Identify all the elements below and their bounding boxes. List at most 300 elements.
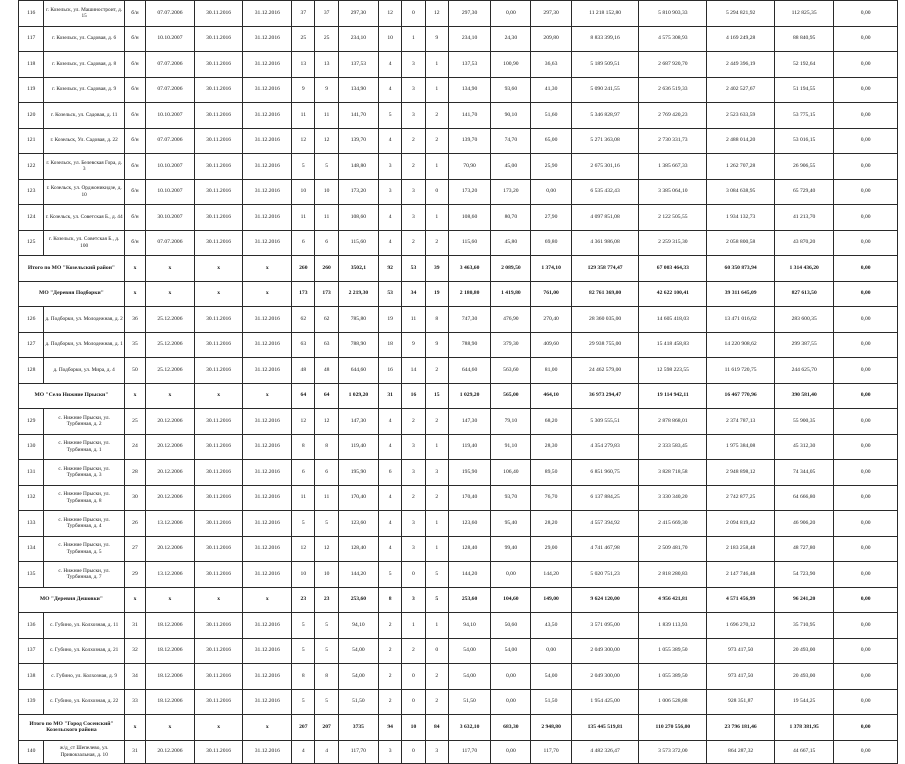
cell-c14: 79,10 bbox=[491, 409, 531, 435]
cell-c3: б/н bbox=[124, 179, 145, 205]
cell-c8: 12 bbox=[315, 409, 338, 435]
cell-c7: 64 bbox=[292, 383, 315, 409]
cell-c5: 30.11.2016 bbox=[194, 638, 243, 664]
cell-c15: 144,20 bbox=[531, 562, 571, 588]
cell-c7: 5 bbox=[292, 613, 315, 639]
cell-c12: 3 bbox=[425, 460, 448, 486]
cell-c16: 135 445 519,81 bbox=[571, 715, 639, 741]
cell-c16: 2 049 300,00 bbox=[571, 638, 639, 664]
cell-c4: 07.07.2006 bbox=[146, 230, 195, 256]
cell-c9: 108,60 bbox=[338, 205, 378, 231]
cell-c3: x bbox=[124, 383, 145, 409]
cell-c19: 827 613,50 bbox=[775, 281, 834, 307]
cell-c17: 4 575 308,93 bbox=[639, 26, 707, 52]
cell-c5: 30.11.2016 bbox=[194, 154, 243, 180]
cell-c18: 3 084 638,95 bbox=[707, 179, 775, 205]
cell-c15: 1 374,10 bbox=[531, 256, 571, 282]
cell-c6: 31.12.2016 bbox=[243, 26, 292, 52]
cell-c11: 3 bbox=[402, 179, 425, 205]
cell-c9: 3502,1 bbox=[338, 256, 378, 282]
cell-c15: 149,00 bbox=[531, 587, 571, 613]
cell-c18: 2 402 527,67 bbox=[707, 77, 775, 103]
cell-c15: 51,50 bbox=[531, 689, 571, 715]
cell-c11: 3 bbox=[402, 434, 425, 460]
cell-c3: б/н bbox=[124, 52, 145, 78]
cell-c12: 1 bbox=[425, 613, 448, 639]
cell-c19: 41 213,70 bbox=[775, 205, 834, 231]
address-cell: д. Подборки, ул. Молодежная, д. 1 bbox=[44, 332, 124, 358]
cell-c10: 4 bbox=[379, 77, 402, 103]
cell-c3: б/н bbox=[124, 205, 145, 231]
cell-c8: 25 bbox=[315, 26, 338, 52]
cell-c12: 1 bbox=[425, 434, 448, 460]
cell-c8: 62 bbox=[315, 307, 338, 333]
cell-c13: 51,50 bbox=[448, 689, 490, 715]
table-row bbox=[19, 26, 898, 52]
cell-c8: 48 bbox=[315, 358, 338, 384]
cell-c6: 31.12.2016 bbox=[243, 358, 292, 384]
cell-c13: 253,60 bbox=[448, 587, 490, 613]
cell-c17: 1 385 667,33 bbox=[639, 154, 707, 180]
cell-c12: 1 bbox=[425, 52, 448, 78]
cell-c9: 54,00 bbox=[338, 638, 378, 664]
cell-c19: 65 729,40 bbox=[775, 179, 834, 205]
cell-c12: 2 bbox=[425, 664, 448, 690]
cell-c15: 270,40 bbox=[531, 307, 571, 333]
cell-c10: 8 bbox=[379, 587, 402, 613]
cell-c11: 3 bbox=[402, 536, 425, 562]
cell-c20: 0,00 bbox=[834, 587, 898, 613]
cell-c10: 3 bbox=[379, 740, 402, 763]
row-number: 117 bbox=[19, 26, 44, 52]
cell-c14: 1 419,80 bbox=[491, 281, 531, 307]
cell-c14: 565,00 bbox=[491, 383, 531, 409]
cell-c9: 170,40 bbox=[338, 485, 378, 511]
cell-c14: 0,00 bbox=[491, 740, 531, 763]
cell-c8: 12 bbox=[315, 536, 338, 562]
cell-c9: 297,30 bbox=[338, 1, 378, 27]
cell-c19: 44 667,15 bbox=[775, 740, 834, 763]
cell-c6: 31.12.2016 bbox=[243, 77, 292, 103]
cell-c8: 4 bbox=[315, 740, 338, 763]
cell-c14: 683,30 bbox=[491, 715, 531, 741]
cell-c3: б/н bbox=[124, 230, 145, 256]
cell-c11: 2 bbox=[402, 154, 425, 180]
cell-c4: 18.12.2006 bbox=[146, 689, 195, 715]
table-row bbox=[19, 1, 898, 27]
cell-c13: 70,90 bbox=[448, 154, 490, 180]
cell-c10: 5 bbox=[379, 562, 402, 588]
cell-c9: 115,60 bbox=[338, 230, 378, 256]
cell-c11: 9 bbox=[402, 332, 425, 358]
cell-c5: 30.11.2016 bbox=[194, 613, 243, 639]
cell-c6: 31.12.2016 bbox=[243, 179, 292, 205]
cell-c12: 2 bbox=[425, 409, 448, 435]
cell-c15: 117,70 bbox=[531, 740, 571, 763]
cell-c14: 173,20 bbox=[491, 179, 531, 205]
cell-c15: 76,70 bbox=[531, 485, 571, 511]
cell-c6: 31.12.2016 bbox=[243, 613, 292, 639]
cell-c15: 761,00 bbox=[531, 281, 571, 307]
address-cell: с. Губино, ул. Колхозная, д. 9 bbox=[44, 664, 124, 690]
cell-c18: 13 471 016,62 bbox=[707, 307, 775, 333]
cell-c12: 2 bbox=[425, 485, 448, 511]
cell-c3: 24 bbox=[124, 434, 145, 460]
cell-c13: 128,40 bbox=[448, 536, 490, 562]
table-row bbox=[19, 536, 898, 562]
row-number: 123 bbox=[19, 179, 44, 205]
table-row bbox=[19, 689, 898, 715]
cell-c3: б/и bbox=[124, 1, 145, 27]
cell-c6: 31.12.2016 bbox=[243, 740, 292, 763]
cell-c8: 13 bbox=[315, 52, 338, 78]
cell-c6: 31.12.2016 bbox=[243, 638, 292, 664]
cell-c15: 29,00 bbox=[531, 536, 571, 562]
cell-c20: 0,00 bbox=[834, 230, 898, 256]
cell-c12: 1 bbox=[425, 511, 448, 537]
cell-c10: 3 bbox=[379, 179, 402, 205]
cell-c8: 173 bbox=[315, 281, 338, 307]
cell-c4: 25.12.2006 bbox=[146, 332, 195, 358]
subtotal-row bbox=[19, 383, 898, 409]
table-row bbox=[19, 103, 898, 129]
cell-c17: 2 636 519,33 bbox=[639, 77, 707, 103]
cell-c13: 141,70 bbox=[448, 103, 490, 129]
cell-c18: 2 094 819,42 bbox=[707, 511, 775, 537]
cell-c11: 34 bbox=[402, 281, 425, 307]
cell-c12: 84 bbox=[425, 715, 448, 741]
cell-c13: 144,20 bbox=[448, 562, 490, 588]
cell-c9: 94,10 bbox=[338, 613, 378, 639]
cell-c11: 2 bbox=[402, 128, 425, 154]
cell-c16: 11 218 152,80 bbox=[571, 1, 639, 27]
cell-c18: 2 523 633,59 bbox=[707, 103, 775, 129]
cell-c13: 644,60 bbox=[448, 358, 490, 384]
cell-c19: 19 544,25 bbox=[775, 689, 834, 715]
cell-c5: 30.11.2016 bbox=[194, 740, 243, 763]
cell-c11: 0 bbox=[402, 740, 425, 763]
cell-c13: 134,90 bbox=[448, 77, 490, 103]
cell-c16: 29 938 755,00 bbox=[571, 332, 639, 358]
cell-c10: 92 bbox=[379, 256, 402, 282]
cell-c12: 0 bbox=[425, 179, 448, 205]
cell-c7: 11 bbox=[292, 103, 315, 129]
address-cell: с. Нижние Прыски, ул. Турбинная, д. 8 bbox=[44, 485, 124, 511]
cell-c11: 0 bbox=[402, 664, 425, 690]
cell-c7: 5 bbox=[292, 511, 315, 537]
table-row bbox=[19, 740, 898, 763]
cell-c14: 90,10 bbox=[491, 103, 531, 129]
cell-c12: 9 bbox=[425, 26, 448, 52]
cell-c20: 0,00 bbox=[834, 383, 898, 409]
cell-c20: 0,00 bbox=[834, 281, 898, 307]
cell-c9: 137,53 bbox=[338, 52, 378, 78]
row-number: 138 bbox=[19, 664, 44, 690]
cell-c20: 0,00 bbox=[834, 52, 898, 78]
cell-c17: 2 818 280,83 bbox=[639, 562, 707, 588]
cell-c6: 31.12.2016 bbox=[243, 154, 292, 180]
cell-c7: 207 bbox=[292, 715, 315, 741]
cell-c14: 95,40 bbox=[491, 511, 531, 537]
cell-c14: 50,60 bbox=[491, 613, 531, 639]
cell-c6: 31.12.2016 bbox=[243, 103, 292, 129]
row-number: 125 bbox=[19, 230, 44, 256]
cell-c12: 9 bbox=[425, 332, 448, 358]
cell-c10: 94 bbox=[379, 715, 402, 741]
cell-c13: 123,60 bbox=[448, 511, 490, 537]
cell-c20: 0,00 bbox=[834, 154, 898, 180]
cell-c19: 390 581,40 bbox=[775, 383, 834, 409]
cell-c20: 0,00 bbox=[834, 205, 898, 231]
table-row bbox=[19, 511, 898, 537]
cell-c18: 1 975 384,08 bbox=[707, 434, 775, 460]
cell-c18: 39 311 645,09 bbox=[707, 281, 775, 307]
cell-c17: 67 003 464,33 bbox=[639, 256, 707, 282]
cell-c14: 0,00 bbox=[491, 562, 531, 588]
cell-c18: 928 351,87 bbox=[707, 689, 775, 715]
table-row bbox=[19, 613, 898, 639]
cell-c17: 2 259 315,30 bbox=[639, 230, 707, 256]
cell-c9: 119,40 bbox=[338, 434, 378, 460]
cell-c13: 195,90 bbox=[448, 460, 490, 486]
table-row bbox=[19, 52, 898, 78]
cell-c10: 12 bbox=[379, 1, 402, 27]
table-row bbox=[19, 230, 898, 256]
cell-c11: 0 bbox=[402, 689, 425, 715]
cell-c8: 37 bbox=[315, 1, 338, 27]
cell-c15: 81,00 bbox=[531, 358, 571, 384]
cell-c20: 0,00 bbox=[834, 511, 898, 537]
cell-c20: 0,00 bbox=[834, 434, 898, 460]
cell-c16: 2 049 300,00 bbox=[571, 664, 639, 690]
cell-c15: 68,20 bbox=[531, 409, 571, 435]
row-number: 118 bbox=[19, 52, 44, 78]
cell-c8: 8 bbox=[315, 434, 338, 460]
cell-c15: 297,30 bbox=[531, 1, 571, 27]
cell-c3: x bbox=[124, 587, 145, 613]
address-cell: ж/д_ст Шепелево, ул. Привокзальная, д. 10 bbox=[44, 740, 124, 763]
cell-c4: 20.12.2006 bbox=[146, 740, 195, 763]
cell-c9: 785,80 bbox=[338, 307, 378, 333]
cell-c20: 0,00 bbox=[834, 638, 898, 664]
cell-c15: 25,90 bbox=[531, 154, 571, 180]
cell-c9: 148,80 bbox=[338, 154, 378, 180]
cell-c18: 60 350 873,94 bbox=[707, 256, 775, 282]
cell-c7: 12 bbox=[292, 536, 315, 562]
cell-c13: 3 632,10 bbox=[448, 715, 490, 741]
cell-c17: 42 622 100,41 bbox=[639, 281, 707, 307]
cell-c12: 2 bbox=[425, 128, 448, 154]
row-number: 139 bbox=[19, 689, 44, 715]
cell-c11: 10 bbox=[402, 715, 425, 741]
address-cell: г. Козельск, ул. Машиностроит, д. 15 bbox=[44, 1, 124, 27]
cell-c7: 48 bbox=[292, 358, 315, 384]
cell-c9: 788,90 bbox=[338, 332, 378, 358]
cell-c6: 31.12.2016 bbox=[243, 307, 292, 333]
cell-c18: 23 796 181,46 bbox=[707, 715, 775, 741]
cell-c7: 12 bbox=[292, 128, 315, 154]
cell-c17: 4 956 421,81 bbox=[639, 587, 707, 613]
cell-c4: 13.12.2006 bbox=[146, 562, 195, 588]
cell-c16: 9 624 120,00 bbox=[571, 587, 639, 613]
cell-c18: 2 058 800,58 bbox=[707, 230, 775, 256]
cell-c4: x bbox=[146, 383, 195, 409]
cell-c5: 30.11.2016 bbox=[194, 205, 243, 231]
cell-c14: 99,40 bbox=[491, 536, 531, 562]
cell-c14: 0,00 bbox=[491, 664, 531, 690]
cell-c6: 31.12.2016 bbox=[243, 1, 292, 27]
cell-c5: 30.11.2016 bbox=[194, 664, 243, 690]
address-cell: с. Нижние Прыски, ул. Турбинная, д. 2 bbox=[44, 409, 124, 435]
cell-c14: 476,90 bbox=[491, 307, 531, 333]
cell-c6: 31.12.2016 bbox=[243, 205, 292, 231]
row-number: 129 bbox=[19, 409, 44, 435]
cell-c13: 2 180,80 bbox=[448, 281, 490, 307]
cell-c3: 26 bbox=[124, 511, 145, 537]
cell-c9: 195,90 bbox=[338, 460, 378, 486]
cell-c16: 5 309 555,51 bbox=[571, 409, 639, 435]
cell-c14: 379,30 bbox=[491, 332, 531, 358]
cell-c13: 170,40 bbox=[448, 485, 490, 511]
cell-c4: 10.10.2007 bbox=[146, 154, 195, 180]
table-row bbox=[19, 307, 898, 333]
cell-c9: 234,10 bbox=[338, 26, 378, 52]
cell-c7: 5 bbox=[292, 638, 315, 664]
cell-c19: 88 840,95 bbox=[775, 26, 834, 52]
cell-c4: 25.12.2006 bbox=[146, 307, 195, 333]
cell-c14: 93,60 bbox=[491, 77, 531, 103]
subtotal-row bbox=[19, 715, 898, 741]
cell-c20: 0,00 bbox=[834, 562, 898, 588]
cell-c6: 31.12.2016 bbox=[243, 52, 292, 78]
cell-c10: 3 bbox=[379, 154, 402, 180]
cell-c10: 4 bbox=[379, 485, 402, 511]
cell-c11: 0 bbox=[402, 1, 425, 27]
address-cell: с. Нижние Прыски, ул. Турбинная, д. 3 bbox=[44, 460, 124, 486]
cell-c3: 31 bbox=[124, 740, 145, 763]
cell-c15: 54,00 bbox=[531, 664, 571, 690]
cell-c20: 0,00 bbox=[834, 179, 898, 205]
cell-c17: 14 605 418,03 bbox=[639, 307, 707, 333]
cell-c12: 39 bbox=[425, 256, 448, 282]
cell-c14: 54,00 bbox=[491, 638, 531, 664]
cell-c18: 2 948 898,12 bbox=[707, 460, 775, 486]
subtotal-label: МО "Деревня Дешовки" bbox=[19, 587, 125, 613]
cell-c16: 4 557 394,92 bbox=[571, 511, 639, 537]
cell-c6: 31.12.2016 bbox=[243, 230, 292, 256]
cell-c12: 1 bbox=[425, 154, 448, 180]
row-number: 136 bbox=[19, 613, 44, 639]
cell-c17: 1 055 389,50 bbox=[639, 664, 707, 690]
cell-c16: 3 571 095,00 bbox=[571, 613, 639, 639]
cell-c3: б/н bbox=[124, 154, 145, 180]
cell-c15: 2 948,80 bbox=[531, 715, 571, 741]
cell-c16: 5 189 509,51 bbox=[571, 52, 639, 78]
cell-c8: 23 bbox=[315, 587, 338, 613]
cell-c7: 5 bbox=[292, 689, 315, 715]
cell-c16: 4 482 326,47 bbox=[571, 740, 639, 763]
cell-c5: 30.11.2016 bbox=[194, 179, 243, 205]
cell-c10: 4 bbox=[379, 409, 402, 435]
cell-c18: 4 571 456,99 bbox=[707, 587, 775, 613]
cell-c15: 69,80 bbox=[531, 230, 571, 256]
cell-c3: 29 bbox=[124, 562, 145, 588]
cell-c14: 91,10 bbox=[491, 434, 531, 460]
cell-c16: 82 761 369,00 bbox=[571, 281, 639, 307]
cell-c4: 18.12.2006 bbox=[146, 638, 195, 664]
cell-c19: 20 493,00 bbox=[775, 664, 834, 690]
cell-c9: 2 219,30 bbox=[338, 281, 378, 307]
cell-c19: 48 727,80 bbox=[775, 536, 834, 562]
address-cell: г. Козельск, ул. Садовая, д. 6 bbox=[44, 26, 124, 52]
cell-c3: б/н bbox=[124, 77, 145, 103]
cell-c7: 8 bbox=[292, 434, 315, 460]
cell-c18: 1 934 132,73 bbox=[707, 205, 775, 231]
cell-c3: б/н bbox=[124, 26, 145, 52]
cell-c4: 10.10.2007 bbox=[146, 179, 195, 205]
cell-c9: 3735 bbox=[338, 715, 378, 741]
cell-c15: 0,00 bbox=[531, 179, 571, 205]
cell-c17: 3 385 064,10 bbox=[639, 179, 707, 205]
address-cell: д. Подборки, ул. Молодежная, д. 2 bbox=[44, 307, 124, 333]
row-number: 131 bbox=[19, 460, 44, 486]
cell-c14: 0,00 bbox=[491, 689, 531, 715]
cell-c20: 0,00 bbox=[834, 689, 898, 715]
cell-c17: 1 839 113,93 bbox=[639, 613, 707, 639]
address-cell: г. Козельск, ул. Садовая, д. 9 bbox=[44, 77, 124, 103]
cell-c5: 30.11.2016 bbox=[194, 434, 243, 460]
cell-c12: 5 bbox=[425, 587, 448, 613]
cell-c20: 0,00 bbox=[834, 128, 898, 154]
cell-c10: 4 bbox=[379, 434, 402, 460]
cell-c10: 31 bbox=[379, 383, 402, 409]
cell-c7: 173 bbox=[292, 281, 315, 307]
cell-c5: 30.11.2016 bbox=[194, 307, 243, 333]
cell-c8: 5 bbox=[315, 638, 338, 664]
cell-c12: 1 bbox=[425, 205, 448, 231]
cell-c14: 563,60 bbox=[491, 358, 531, 384]
cell-c6: x bbox=[243, 281, 292, 307]
cell-c20: 0,00 bbox=[834, 26, 898, 52]
cell-c9: 644,60 bbox=[338, 358, 378, 384]
table-row bbox=[19, 332, 898, 358]
cell-c4: 20.12.2006 bbox=[146, 434, 195, 460]
cell-c3: 30 bbox=[124, 485, 145, 511]
subtotal-label: МО "Село Нижние Прыски" bbox=[19, 383, 125, 409]
cell-c12: 3 bbox=[425, 740, 448, 763]
cell-c11: 3 bbox=[402, 511, 425, 537]
cell-c14: 0,00 bbox=[491, 1, 531, 27]
cell-c20: 0,00 bbox=[834, 536, 898, 562]
cell-c20: 0,00 bbox=[834, 103, 898, 129]
cell-c20: 0,00 bbox=[834, 460, 898, 486]
cell-c8: 207 bbox=[315, 715, 338, 741]
cell-c19: 74 344,05 bbox=[775, 460, 834, 486]
cell-c16: 5 090 241,55 bbox=[571, 77, 639, 103]
cell-c20: 0,00 bbox=[834, 332, 898, 358]
cell-c16: 5 271 363,08 bbox=[571, 128, 639, 154]
cell-c4: 13.12.2006 bbox=[146, 511, 195, 537]
cell-c13: 108,60 bbox=[448, 205, 490, 231]
cell-c14: 93,70 bbox=[491, 485, 531, 511]
cell-c13: 747,30 bbox=[448, 307, 490, 333]
row-number: 119 bbox=[19, 77, 44, 103]
row-number: 122 bbox=[19, 154, 44, 180]
cell-c16: 2 675 301,16 bbox=[571, 154, 639, 180]
cell-c15: 209,80 bbox=[531, 26, 571, 52]
address-cell: с. Нижние Прыски, ул. Турбинная, д. 5 bbox=[44, 536, 124, 562]
subtotal-label: МО "Деревня Подборки" bbox=[19, 281, 125, 307]
